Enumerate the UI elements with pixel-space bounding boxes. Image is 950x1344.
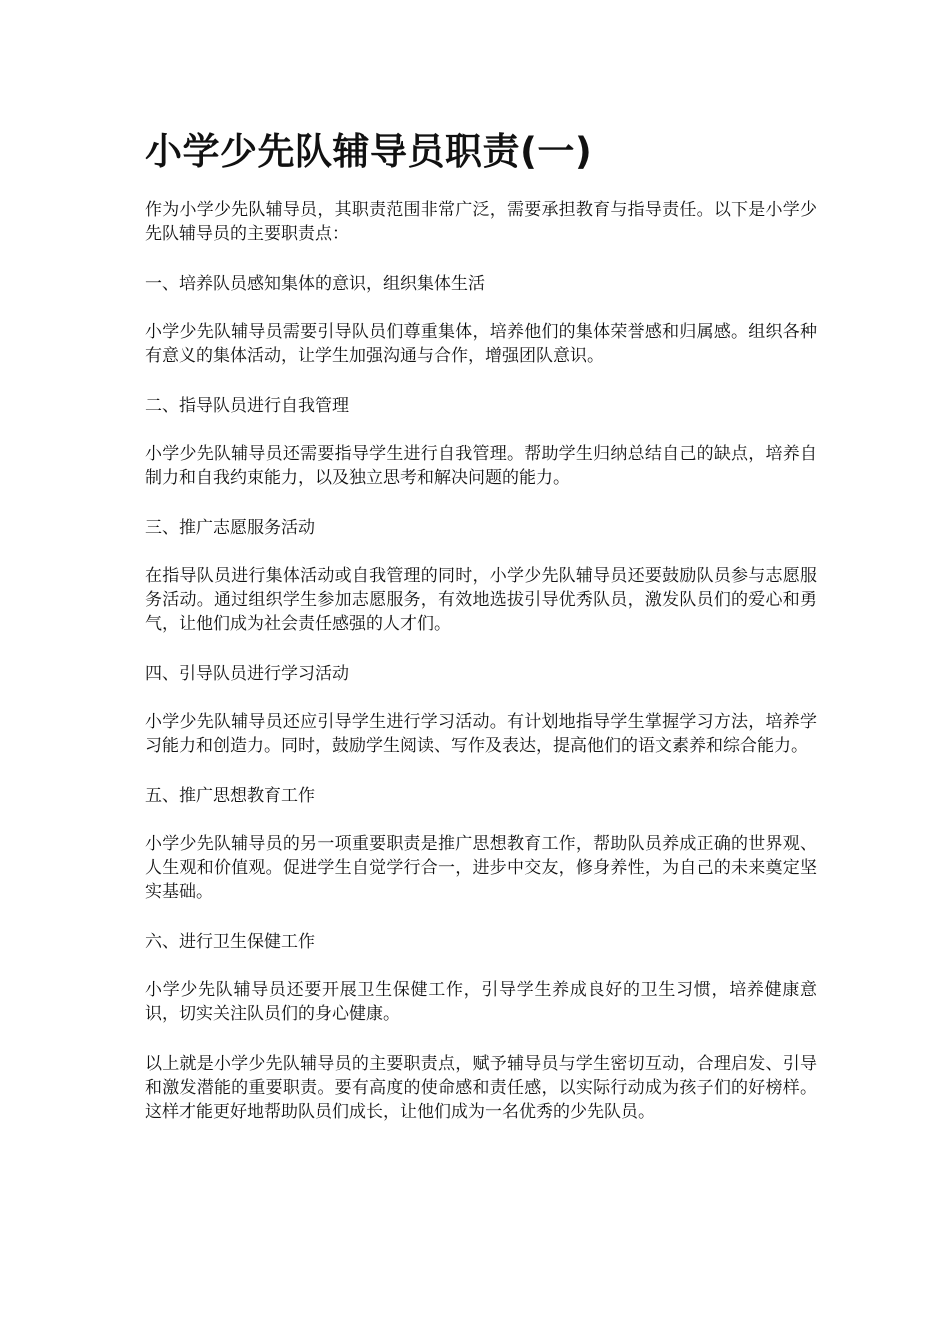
section-heading-3: 三、推广志愿服务活动: [145, 518, 315, 538]
section-heading-4: 四、引导队员进行学习活动: [145, 664, 349, 684]
section-paragraph-2: 小学少先队辅导员还需要指导学生进行自我管理。帮助学生归纳总结自己的缺点，培养自制力和自我约束能力，以及独立思考和解决问题的能力。: [145, 444, 817, 488]
section-heading-6: 六、进行卫生保健工作: [145, 932, 315, 952]
conclusion-paragraph: 以上就是小学少先队辅导员的主要职责点，赋予辅导员与学生密切互动，合理启发、引导和激发潜能的重要职责。要有高度的使命感和责任感，以实际行动成为孩子们的好榜样。这样才能更好地帮助队员们成长，让他们成为一名优秀的少先队员。: [145, 1054, 817, 1122]
document-body: [145, 198, 817, 1150]
section-paragraph-5: 小学少先队辅导员的另一项重要职责是推广思想教育工作，帮助队员养成正确的世界观、人生观和价值观。促进学生自觉学行合一，进步中交友，修身养性，为自己的未来奠定坚实基础。: [145, 834, 817, 902]
page-title: 小学少先队辅导员职责(一): [145, 130, 593, 173]
section-paragraph-1: 小学少先队辅导员需要引导队员们尊重集体，培养他们的集体荣誉感和归属感。组织各种有意义的集体活动，让学生加强沟通与合作，增强团队意识。: [145, 322, 817, 366]
intro-paragraph: 作为小学少先队辅导员，其职责范围非常广泛，需要承担教育与指导责任。以下是小学少先队辅导员的主要职责点：: [145, 200, 817, 244]
section-paragraph-6: 小学少先队辅导员还要开展卫生保健工作，引导学生养成良好的卫生习惯，培养健康意识，切实关注队员们的身心健康。: [145, 980, 817, 1024]
section-heading-5: 五、推广思想教育工作: [145, 786, 315, 806]
section-paragraph-4: 小学少先队辅导员还应引导学生进行学习活动。有计划地指导学生掌握学习方法，培养学习能力和创造力。同时，鼓励学生阅读、写作及表达，提高他们的语文素养和综合能力。: [145, 712, 817, 756]
section-paragraph-3: 在指导队员进行集体活动或自我管理的同时，小学少先队辅导员还要鼓励队员参与志愿服务活动。通过组织学生参加志愿服务，有效地选拔引导优秀队员，激发队员们的爱心和勇气，让他们成为社会责任感强的人才们。: [145, 566, 817, 634]
section-heading-1: 一、培养队员感知集体的意识，组织集体生活: [145, 274, 485, 294]
section-heading-2: 二、指导队员进行自我管理: [145, 396, 349, 416]
